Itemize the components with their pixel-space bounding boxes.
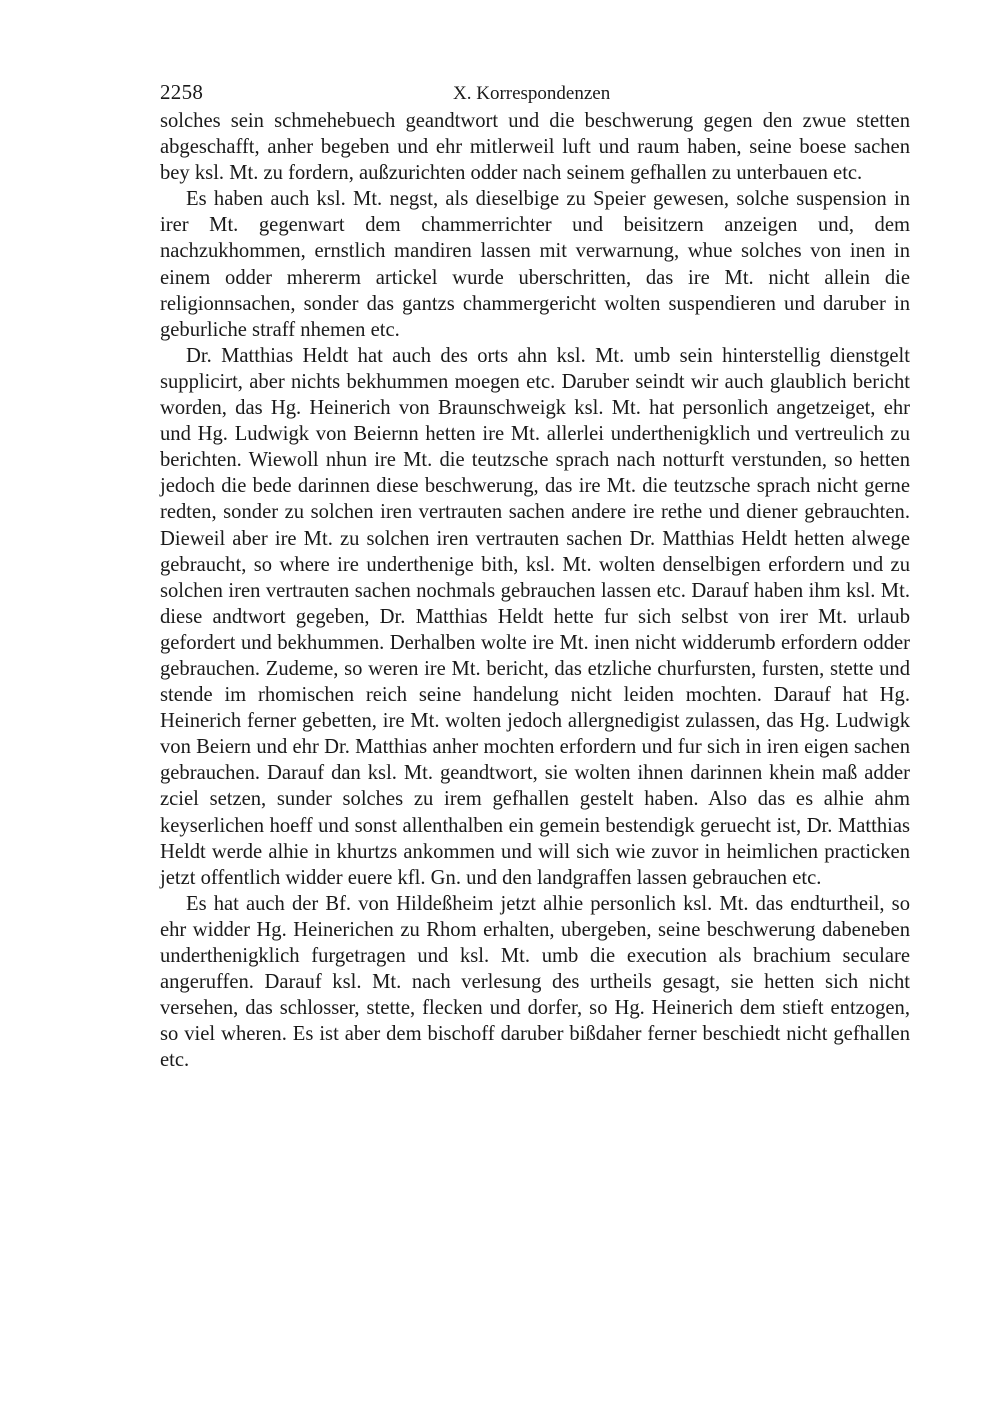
paragraph-matthias-heldt: Dr. Matthias Heldt hat auch des orts ahn ksl. Mt. umb sein hinterstellig dienstgelt supplicirt, aber nichts bekhummen moegen etc. Daruber seindt wir auch glaublich bericht worden, das Hg. Heinerich von Braunschweigk ksl. Mt. hat personlich angetzeiget, ehr und Hg. Ludwigk von Beiernn hetten ire Mt. allerlei underthenigklich und vertreulich zu berichten. Wiewoll nhun ire Mt. die teutzsche sprach nach notturft verstunden, so hetten jedoch die bede darinnen diese beschwerung, das ire Mt. die teutzsche sprach nicht gerne redten, sonder zu solchen iren vertrauten sachen andere ire rethe und diener gebrauchten. Dieweil aber ire Mt. zu solchen iren vertrauten sachen Dr. Matthias Heldt hetten alwege gebraucht, so where ire underthenige bith, ksl. Mt. wolten denselbigen erfordern und zu solchen iren vertrauten sachen nochmals gebrauchen lassen etc. Darauf haben ihm ksl. Mt. diese andtwort gegeben, Dr. Matthias Heldt hette fur sich selbst von irer Mt. urlaub gefordert und bekhummen. Derhalben wolte ire Mt. inen nicht widderumb erfordern odder gebrauchen. Zudeme, so weren ire Mt. bericht, das etzliche churfursten, fursten, stette und stende im rhomischen reich seine handelung nicht leiden mochten. Darauf hat Hg. Heinerich ferner gebetten, ire Mt. wolten jedoch allergnedigist zulassen, das Hg. Ludwigk von Beiern und ehr Dr. Matthias anher mochten erfordern und fur sich in iren eigen sachen gebrauchen. Darauf dan ksl. Mt. geandtwort, sie wolten ihnen darinnen khein maß adder zciel setzen, sunder solches zu irem gefhallen gestelt haben. Also das es alhie ahm keyserlichen hoeff und sonst allenthalben ein gemein bestendigk geruecht ist, Dr. Matthias Heldt werde alhie in khurtzs ankommen und will sich wie zuvor in heimlichen practicken jetzt offentlich widder euere kfl. Gn. und den landgraffen lassen gebrauchen etc.: [160, 344, 910, 889]
running-header: [160, 78, 910, 108]
document-page: [160, 78, 910, 1073]
body-text: [160, 108, 910, 1073]
paragraph-continuation: solches sein schmehebuech geandtwort und die beschwerung gegen den zwue stetten abgeschafft, anher begeben und ehr mitlerweil luft und raum haben, seine boese sachen bey ksl. Mt. zu fordern, außzurichten odder nach seinem gefhallen zu unterbauen etc.: [160, 110, 910, 185]
section-title: X. Korrespondenzen: [453, 83, 611, 104]
paragraph-hildesheim: Es hat auch der Bf. von Hildeßheim jetzt alhie personlich ksl. Mt. das endturtheil, so ehr widder Hg. Heinerichen zu Rhom erhalten, ubergeben, seine beschwerung dabeneben underthenigklich furgetragen und ksl. Mt. umb die execution als brachium seculare angeruffen. Darauf ksl. Mt. nach verlesung des urtheils gesagt, sie hetten sich nicht versehen, das schlosser, stette, flecken und dorfer, so Hg. Heinerich dem stieft entzogen, so viel wheren. Es ist aber dem bischoff daruber bißdaher ferner beschiedt nicht gefhallen etc.: [160, 892, 910, 1072]
page-number: 2258: [160, 80, 204, 104]
paragraph-speier-suspension: Es haben auch ksl. Mt. negst, als dieselbige zu Speier gewesen, solche suspension in irer Mt. gegenwart dem chammerrichter und beisitzern anzeigen und, dem nachzukhommen, ernstlich mandiren lassen mit verwarnung, whue solches von inen in einem odder mhererm artickel wurde uberschritten, das ire Mt. nicht allein die religionnsachen, sonder das gantzs chammergericht wolten suspendieren und daruber in geburliche straff nhemen etc.: [160, 188, 910, 341]
